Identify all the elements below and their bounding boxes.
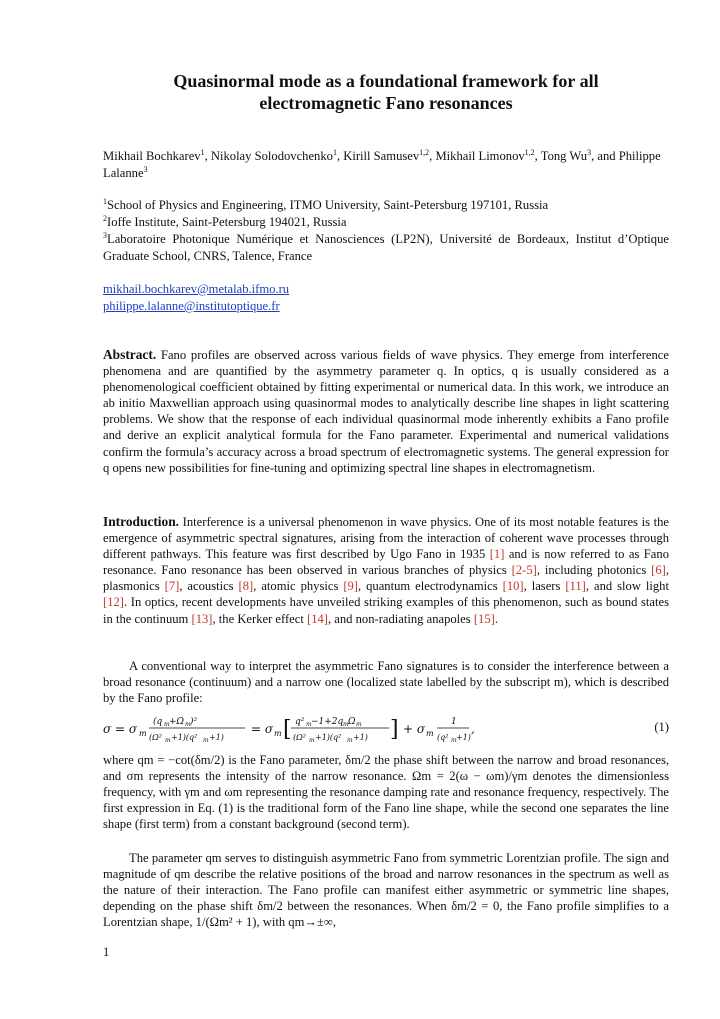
svg-text:(q²: (q² — [437, 733, 449, 742]
citation-link[interactable]: [12] — [103, 595, 124, 610]
svg-text:m: m — [139, 729, 147, 738]
page-number: 1 — [103, 945, 110, 959]
email-link[interactable]: mikhail.bochkarev@metalab.ifmo.ru — [103, 282, 290, 296]
svg-text:m: m — [356, 721, 362, 728]
svg-text:+1)(q²: +1)(q² — [315, 733, 342, 742]
equation-number: (1) — [654, 720, 669, 734]
svg-text:m: m — [451, 737, 457, 744]
author: Mikhail Bochkarev — [103, 149, 201, 163]
svg-text:m: m — [426, 729, 434, 738]
svg-text:+Ω: +Ω — [169, 717, 185, 727]
equation-graphic — [103, 712, 573, 746]
affiliation-list — [103, 197, 669, 265]
email-link[interactable]: philippe.lalanne@institutoptique.fr — [103, 299, 280, 313]
author: Philippe Lalanne — [103, 149, 661, 180]
svg-text:(q: (q — [153, 717, 163, 727]
svg-text:1: 1 — [451, 717, 457, 727]
svg-text:m: m — [347, 737, 353, 744]
affiliation: $^2$Ioffe Institute, Saint-Petersburg 194021, Russia — [103, 213, 347, 229]
citation-link[interactable]: [7] — [164, 579, 180, 594]
intro-paragraph-2: A conventional way to interpret the asymmetric Fano signatures is to consider the interference between a broad resonance (continuum) and a narrow one (localized state labelled by the subscript m), which is described by the Fano profile: — [103, 659, 669, 706]
title-line-2: electromagnetic Fano resonances — [259, 93, 513, 113]
svg-text:m: m — [164, 721, 170, 728]
citation-link[interactable]: [14] — [307, 611, 328, 626]
abstract — [103, 347, 669, 476]
paper-title — [103, 70, 669, 114]
svg-text:[: [ — [283, 717, 292, 742]
citation-link[interactable]: [2-5] — [511, 563, 537, 578]
citation-link[interactable]: [13] — [191, 611, 213, 626]
abstract-text: Fano profiles are observed across various fields of wave physics. They emerge from interference phenomena and are quantified by the asymmetry parameter q. In optics, q is usually considered as a phenomenological coefficient obtained by fitting experimental or numerical data. In this work, we introduce an ab initio Maxwellian approach using quasinormal modes to analytically describe line shapes in light scattering problems. We show that the response of each individual quasinormal mode inherently exhibits a Fano profile and derive an explicit analytical formula for the Fano parameter. Experimental and numerical validations confirm the formula’s accuracy across a broad spectrum of electromagnetic systems. The general expression for q opens new possibilities for fine-tuning and optimizing spectral line shapes in electromagnetism. — [103, 348, 669, 475]
author: Nikolay Solodovchenko — [210, 149, 333, 163]
citation-link[interactable]: [6] — [651, 563, 666, 578]
svg-text:m: m — [185, 721, 191, 728]
introduction: Introduction. Interference is a universal phenomenon in wave physics. One of its most notable features is the emergence of asymmetric spectral signatures, arising from the interaction of coherent wave processes through different pathways. This feature was first described by Ugo Fano in 1935 [1] and is now referred to as Fano resonance. Fano resonance has been observed in various branches of physics [2-5], including photonics [6], plasmonics [7], acoustics [8], atomic physics [9], quantum electrodynamics [10], lasers [11], and slow light [12]. In optics, recent developments have unveiled striking examples of this phenomenon, such as bound states in the continuum [13], the Kerker effect [14], and non-radiating anapoles [15]. — [103, 514, 670, 626]
svg-text:= σ: = σ — [251, 722, 274, 736]
author: Kirill Samusev — [343, 149, 420, 163]
svg-text:+1)(q²: +1)(q² — [171, 733, 198, 742]
svg-text:σ = σ: σ = σ — [103, 722, 138, 736]
citation-link[interactable]: [9] — [343, 579, 358, 594]
affiliation: $^1$School of Physics and Engineering, ITMO University, Saint-Petersburg 197101, Russia — [103, 196, 549, 212]
svg-text:]: ] — [390, 717, 399, 742]
svg-text:m: m — [203, 737, 209, 744]
svg-text:m: m — [165, 737, 171, 744]
svg-text:−1+2q: −1+2q — [311, 717, 344, 727]
citation-link[interactable]: [1] — [489, 547, 505, 562]
fano-equation — [103, 712, 669, 746]
svg-text:)²: )² — [190, 717, 198, 727]
svg-text:m: m — [343, 721, 349, 728]
intro-paragraph-3: where qm = −cot(δm/2) is the Fano parameter, δm/2 the phase shift between the narrow and broad resonances, and σm represents the intensity of the narrow resonance. Ωm = 2(ω − ωm)/γm denotes the dimensionless frequency, with γm and ωm representing the resonance damping rate and resonance frequency, respectively. The first expression in Eq. (1) is the traditional form of the Fano line shape, while the second one separates the line shape (first term) from a constant background (second term). — [103, 753, 669, 832]
svg-text:+1): +1) — [456, 733, 471, 742]
citation-link[interactable]: [11] — [565, 579, 586, 594]
svg-text:(Ω²: (Ω² — [293, 733, 306, 742]
citation-link[interactable]: [8] — [238, 579, 254, 594]
citation-link[interactable]: [15] — [473, 611, 495, 626]
intro-heading: Introduction. — [103, 514, 180, 529]
svg-text:+1): +1) — [353, 733, 368, 742]
svg-text:+ σ: + σ — [403, 722, 426, 736]
author: Mikhail Limonov — [435, 149, 525, 163]
svg-text:Ω: Ω — [348, 717, 356, 727]
author: Tong Wu — [540, 149, 588, 163]
svg-text:q²: q² — [295, 717, 305, 727]
svg-text:m: m — [274, 729, 282, 738]
svg-text:m: m — [306, 721, 312, 728]
citation-link[interactable]: [10] — [502, 579, 524, 594]
email-list — [103, 281, 669, 315]
svg-text:+1): +1) — [209, 733, 224, 742]
abstract-heading: Abstract. — [103, 347, 157, 362]
svg-text:,: , — [471, 722, 475, 736]
intro-paragraph-4: The parameter qm serves to distinguish asymmetric Fano from symmetric Lorentzian profile. The sign and magnitude of qm describe the relative positions of the broad and narrow resonances in the spectrum as well as the nature of their interaction. The Fano profile can manifest either asymmetric or symmetric line shapes, depending on the phase shift δm/2 between the resonances. When δm/2 = 0, the Fano profile simplifies to a Lorentzian shape, 1/(Ωm² + 1), with qm→±∞, — [103, 851, 669, 930]
affiliation: $^3$Laboratoire Photonique Numérique et Nanosciences (LP2N), Université de Bordeaux, Institut d’Optique Graduate School, CNRS, Talence, France — [103, 230, 669, 263]
svg-text:m: m — [309, 737, 315, 744]
author-list: Mikhail Bochkarev$^1$, Nikolay Solodovchenko$^1$, Kirill Samusev$^{1,2}$, Mikhail Limonov$^{1,2}$, Tong Wu$^3$, and Philippe Lalanne$^3$ — [103, 147, 661, 180]
title-line-1: Quasinormal mode as a foundational framework for all — [173, 71, 599, 91]
svg-text:(Ω²: (Ω² — [149, 733, 162, 742]
